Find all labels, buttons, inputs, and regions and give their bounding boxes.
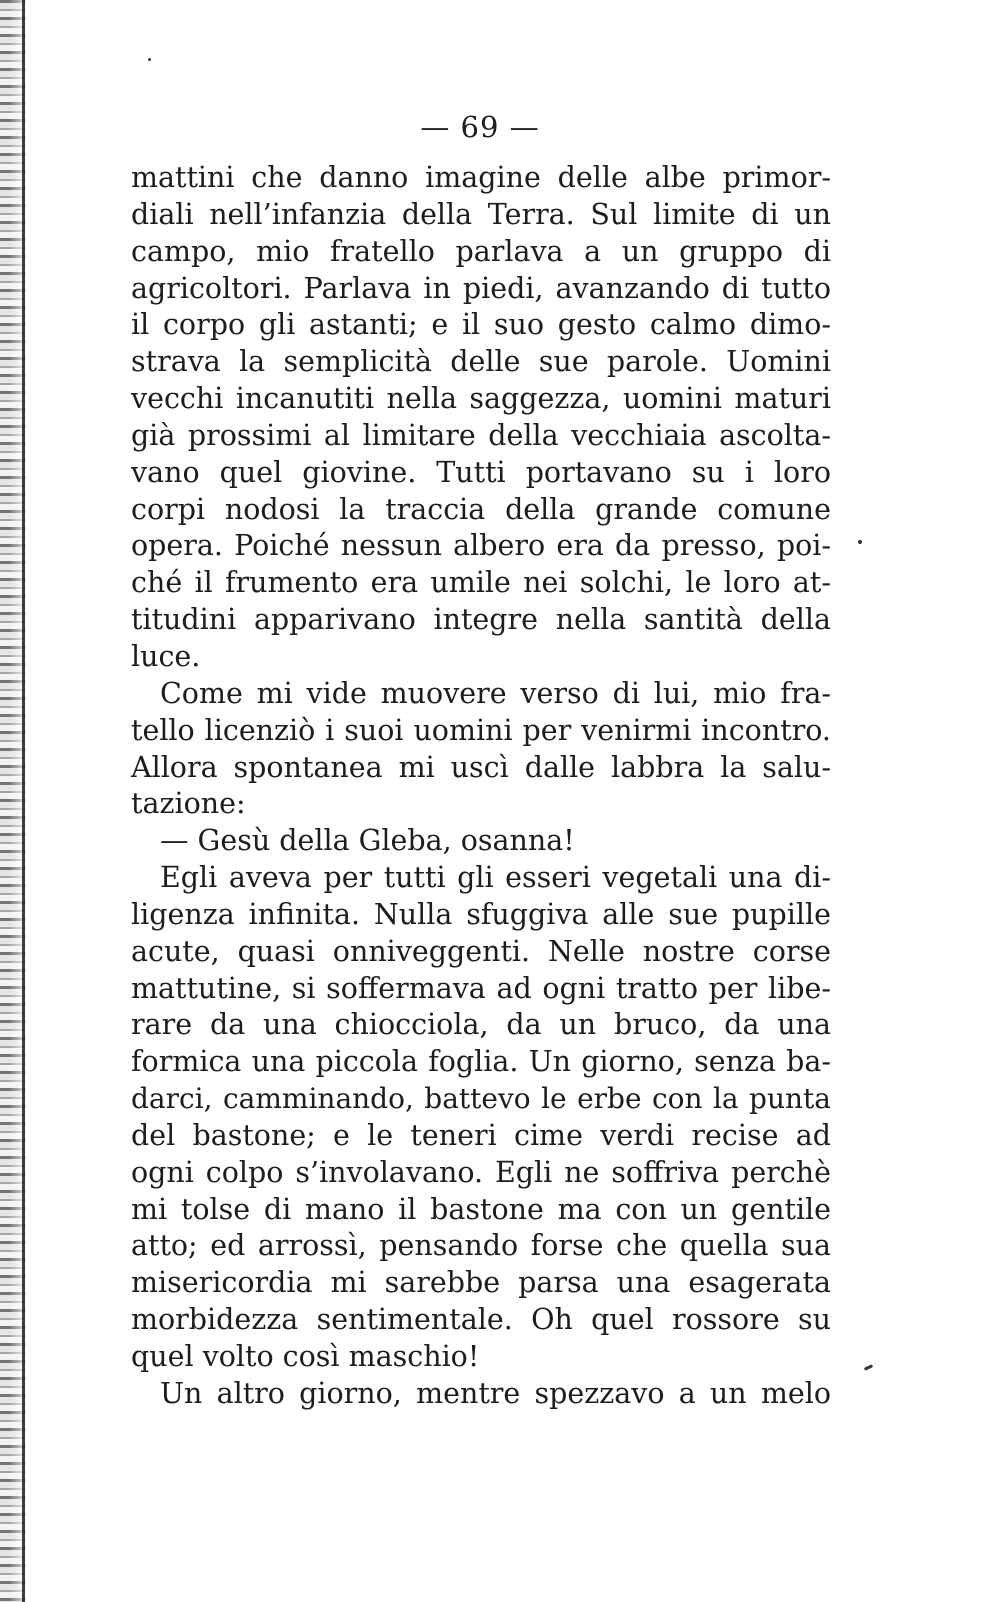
text-line: morbidezza sentimentale. Oh quel rossore su [131,1303,831,1337]
text-line: vecchi incanutiti nella saggezza, uomini maturi [131,382,831,416]
text-line: atto; ed arrossì, pensando forse che quella sua [131,1229,831,1263]
text-line: diali nell’infanzia della Terra. Sul limite di un [131,197,831,231]
text-line: corpi nodosi la traccia della grande comune [131,492,831,526]
binding-shadow-line [22,0,25,1602]
text-line: del bastone; e le teneri cime verdi recise ad [131,1118,831,1152]
text-line: mi tolse di mano il bastone ma con un gentile [131,1192,831,1226]
text-line: Allora spontanea mi uscì dalle labbra la salu- [131,750,831,784]
text-line: il corpo gli astanti; e il suo gesto calmo dimo- [131,308,831,342]
text-line: Un altro giorno, mentre spezzavo a un melo [160,1376,831,1410]
text-line: opera. Poiché nessun albero era da presso, poi- [131,529,831,563]
text-line: darci, camminando, battevo le erbe con la punta [131,1082,831,1116]
text-line: Egli aveva per tutti gli esseri vegetali una di- [160,861,831,895]
text-line: luce. [131,639,201,673]
text-line: mattini che danno imagine delle albe primor- [131,161,831,194]
text-line: rare da una chiocciola, da un bruco, da una [131,1008,831,1042]
text-line: già prossimi al limitare della vecchiaia ascolta- [131,418,831,452]
scan-speck [858,540,862,544]
page-number: — 69 — [420,110,540,144]
body-text [131,160,831,1413]
text-line: acute, quasi onniveggenti. Nelle nostre corse [131,934,831,968]
text-line: — Gesù della Gleba, osanna! [160,824,575,858]
text-line: vano quel giovine. Tutti portavano su i loro [131,455,831,489]
scan-speck [148,58,151,61]
text-line: ligenza infinita. Nulla sfuggiva alle sue pupille [131,897,831,931]
text-line: Come mi vide muovere verso di lui, mio fra- [160,676,831,710]
text-line: ché il frumento era umile nei solchi, le loro at- [131,566,831,600]
text-line: agricoltori. Parlava in piedi, avanzando di tutto [131,271,831,305]
text-line: misericordia mi sarebbe parsa una esagerata [131,1266,831,1300]
text-line: mattutine, si soffermava ad ogni tratto per libe- [131,971,831,1005]
text-line: titudini apparivano integre nella santità della [131,603,831,637]
text-line: quel volto così maschio! [131,1340,480,1373]
text-line: ogni colpo s’involavano. Egli ne soffriva perchè [131,1155,831,1189]
text-line: tazione: [131,787,246,821]
text-line: formica una piccola foglia. Un giorno, senza ba- [131,1045,831,1079]
scan-speck [864,1364,873,1371]
text-line: strava la semplicità delle sue parole. Uomini [131,345,831,379]
text-line: campo, mio fratello parlava a un gruppo di [131,234,831,268]
text-line: tello licenziò i suoi uomini per venirmi incontro. [131,713,831,747]
